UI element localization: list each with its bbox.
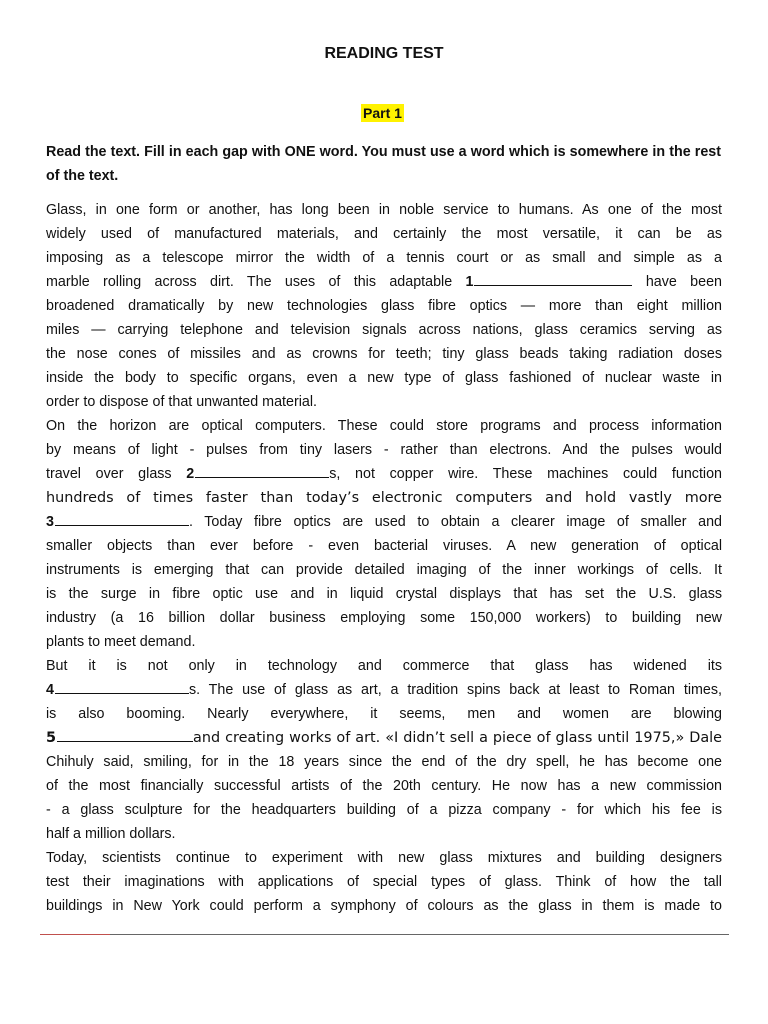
footer-divider [40,934,729,935]
gap-blank[interactable] [195,463,329,478]
text-line: broadened dramatically by new technologies glass fibre optics — more than eight million [46,298,722,314]
gap-number: 5 [46,730,57,746]
gap-number: 1 [465,274,474,290]
text-line: industry (a 16 billion dollar business employing some 150,000 workers) to building new [46,610,722,626]
text-line: marble rolling across dirt. The uses of this adaptable 1 have been [46,270,722,294]
gap-blank[interactable] [55,511,189,526]
text-line: order to dispose of that unwanted material. [46,394,318,410]
text-line: miles — carrying telephone and television signals across nations, glass ceramics serving as [46,322,722,338]
footer-divider-accent [40,934,110,935]
gap-blank[interactable] [474,271,632,286]
text-line: the nose cones of missiles and as crowns for teeth; tiny glass beads taking radiation doses [46,346,722,362]
text-line: 5 and creating works of art. «I didn’t sell a piece of glass until 1975,» Dale [46,726,722,750]
text-line: 4 s. The use of glass as art, a tradition spins back at least to Roman times, [46,678,722,702]
text-line: widely used of manufactured materials, and certainly the most versatile, it can be as [46,226,722,242]
instructions: Read the text. Fill in each gap with ONE word. You must use a word which is somewhere in the rest of the text. [46,144,721,184]
text-line: half a million dollars. [46,826,176,842]
text-line: - a glass sculpture for the headquarters building of a pizza company - for which his fee is [46,802,722,818]
text-line: inside the body to specific organs, even a new type of glass fashioned of nuclear waste in [46,370,722,386]
text-line: travel over glass 2 s, not copper wire. These machines could function [46,462,722,486]
text-line: Glass, in one form or another, has long been in noble service to humans. As one of the most [46,202,722,218]
gap-number: 4 [46,682,54,698]
text-line: of the most financially successful artists of the 20th century. He now has a new commission [46,778,722,794]
part-label: Part 1 [363,105,402,121]
text-line: buildings in New York could perform a symphony of colours as the glass in them is made to [46,898,722,914]
text-line: is also booming. Nearly everywhere, it seems, men and women are blowing [46,706,722,722]
text-line: Chihuly said, smiling, for in the 18 years since the end of the dry spell, he has become one [46,754,722,770]
text-line: test their imaginations with applications of special types of glass. Think of how the tall [46,874,722,890]
text-line: 3 . Today fibre optics are used to obtain a clearer image of smaller and [46,510,722,534]
text-line: plants to meet demand. [46,634,196,650]
gap-blank[interactable] [55,679,189,694]
text-line: But it is not only in technology and commerce that glass has widened its [46,658,722,674]
gap-number: 2 [186,466,195,482]
text-line: smaller objects than ever before - even bacterial viruses. A new generation of optical [46,538,722,554]
reading-text [46,198,722,918]
gap-number: 3 [46,514,54,530]
text-line: imposing as a telescope mirror the width of a tennis court or as small and simple as a [46,250,722,266]
text-line: is the surge in fibre optic use and in liquid crystal displays that has set the U.S. glass [46,586,722,602]
text-line: by means of light - pulses from tiny lasers - rather than electrons. And the pulses would [46,442,722,458]
text-line: hundreds of times faster than today’s electronic computers and hold vastly more [46,490,722,506]
gap-blank[interactable] [57,727,193,742]
page-title: READING TEST [324,45,444,62]
text-line: Today, scientists continue to experiment with new glass mixtures and building designers [46,850,722,866]
text-line: On the horizon are optical computers. These could store programs and process information [46,418,722,434]
text-line: instruments is emerging that can provide detailed imaging of the inner workings of cells. It [46,562,722,578]
